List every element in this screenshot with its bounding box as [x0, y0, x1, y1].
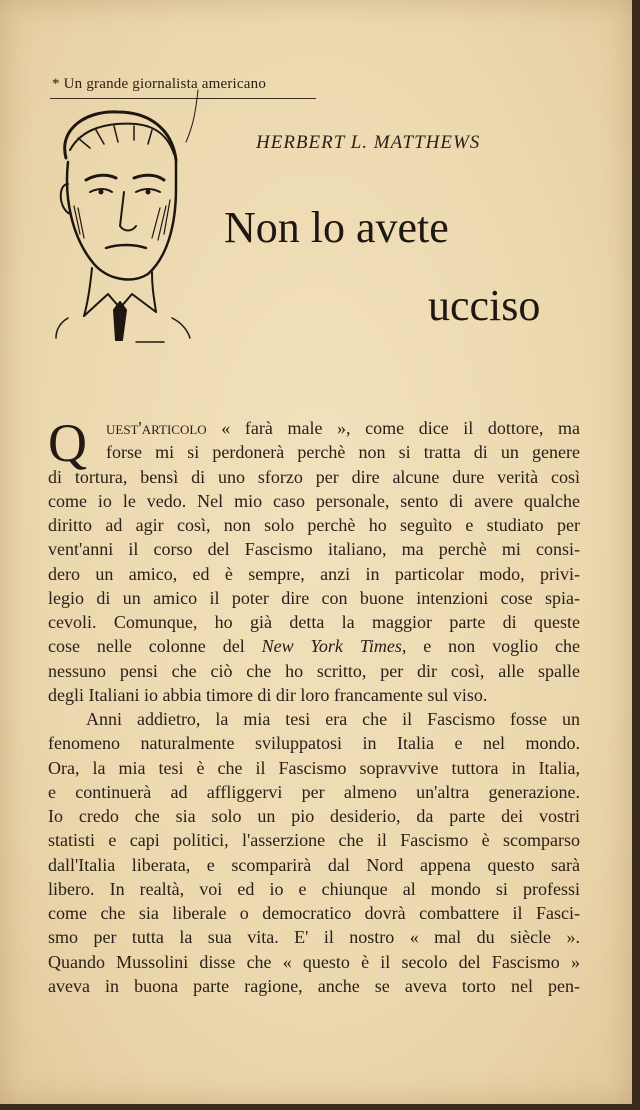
text-line: come che sia liberale o democratico dovrà combattere il Fasci-: [48, 903, 580, 923]
opening-smallcaps: uest'articolo: [106, 418, 207, 438]
text-line: aveva in buona parte ragione, anche se aveva torto nel pen-: [48, 975, 580, 996]
text-line: smo per tutta la sua vita. E' il nostro « mal du siècle ».: [48, 927, 580, 948]
text-line: vent'anni il corso del Fascismo italiano, ma perchè mi consi-: [48, 539, 580, 560]
text-line: forse mi si perdonerà perchè non si tratta di un genere: [106, 442, 580, 463]
article-title-line1: Non lo avete: [224, 203, 449, 252]
text-line: Quando Mussolini disse che « questo è il secolo del Fascismo »: [48, 951, 580, 972]
text-line: [48, 634, 580, 658]
text-line: degli Italiani io abbia timore di dir loro francamente sul viso.: [48, 684, 488, 705]
section-kicker: * Un grande giornalista americano: [52, 76, 267, 92]
author-name: HERBERT L. MATTHEWS: [256, 132, 481, 153]
text-line: dall'Italia liberata, e scomparirà dal Nord appena questo sarà: [48, 854, 580, 875]
text-line: dero un amico, ed è sempre, anzi in particolar modo, privi-: [48, 563, 580, 584]
text-line: Anni addietro, la mia tesi era che il Fascismo fosse un: [86, 709, 580, 729]
text-line: nessuno pensi che ciò che ho scritto, per dir così, alle spalle: [48, 660, 580, 681]
newspaper-name: New York Times,: [261, 636, 407, 657]
text-line: fenomeno naturalmente sviluppatosi in Italia e nel mondo.: [48, 733, 580, 754]
article-body: [48, 413, 580, 998]
text-line: diritto ad agir così, non solo perchè ho seguìto e studiato per: [48, 515, 580, 535]
text-line: legio di un amico il poter dire con buone intenzioni cose spia-: [48, 587, 580, 608]
article-title-line2: ucciso: [428, 281, 541, 330]
text-line: e continuerà ad affliggervi per almeno un'altra generazione.: [48, 781, 580, 802]
nyt-after: e non voglio che: [406, 636, 580, 657]
author-portrait-icon: [48, 88, 218, 350]
text-line: [48, 416, 580, 440]
text-line: cevoli. Comunque, ho già detta la maggior parte di queste: [48, 612, 580, 632]
text-line: statisti e capi politici, l'asserzione che il Fascismo è scomparso: [48, 830, 580, 851]
text-line: come io le vedo. Nel mio caso personale, sento di avere qualche: [48, 490, 580, 511]
text-line: libero. In realtà, voi ed io e chiunque al mondo si professi: [48, 878, 580, 899]
opening-rest: « farà male », come dice il dottore, ma: [206, 418, 580, 438]
text-line: Io credo che sia solo un pio desiderio, da parte dei vostri: [48, 806, 580, 826]
drop-cap: Q: [48, 413, 87, 473]
text-line: Ora, la mia tesi è che il Fascismo sopravvive tuttora in Italia,: [48, 757, 580, 778]
text-line: di tortura, bensì di uno sforzo per dire alcune dure verità così: [48, 466, 580, 487]
nyt-before: cose nelle colonne del: [48, 636, 262, 657]
